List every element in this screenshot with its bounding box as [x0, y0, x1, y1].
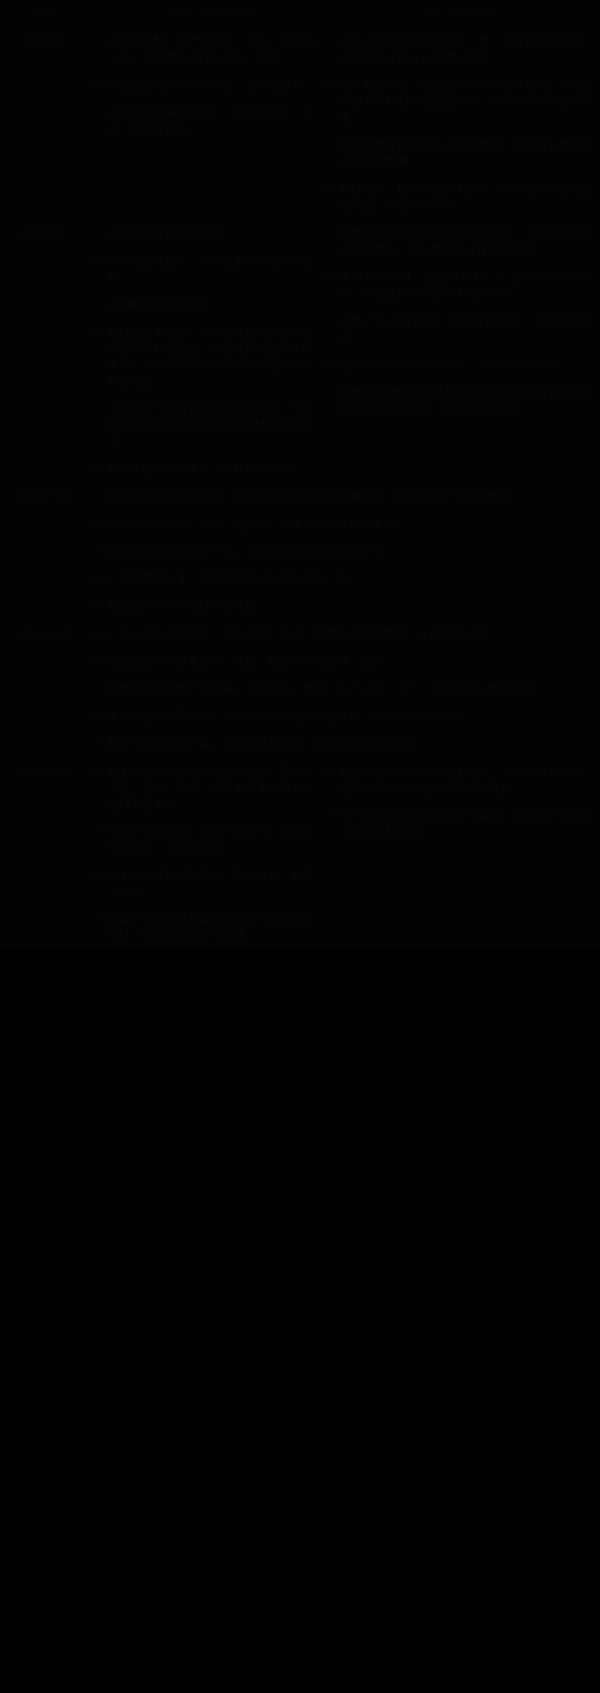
bullet-list: [94, 226, 314, 477]
list-item: ▷ 表面耐污染性能良好；: [94, 297, 314, 313]
table-row: [0, 28, 600, 220]
table-row: [0, 759, 600, 951]
list-item: ▷ 板面平整度偏差不大于规定数值，对角线长度差不应大于2.0mm；: [326, 138, 594, 171]
table-row: [0, 220, 600, 483]
row-label: 性能要求: [0, 220, 88, 483]
bullet-list: [326, 765, 594, 841]
list-item: ▷ 隐蔽工程应在隐蔽前完成验收并留存影像资料，做好记录后方可隐蔽。: [94, 912, 314, 945]
list-item: ▷ 储存环境应通风干燥，远离热源和火源，且避免日光长期直射。: [94, 736, 594, 752]
table-header-row: [0, 0, 600, 28]
row-cell-standard-a: [88, 220, 320, 483]
row-cell-standard-b: [320, 220, 600, 483]
row-cell-merged: [88, 621, 600, 759]
list-item: ▷ 基层材料应干燥、洁净、无油污，含水率应符合规定要求；: [94, 517, 594, 533]
list-item: ▷ 燃烧性能等级应不低于设计规定等级。: [94, 461, 314, 477]
list-item: ▷ 同批产品应具有出厂检验合格证明，并附质量报告；: [326, 314, 594, 347]
list-item: ▷ 含水率应符合标准要求；: [94, 226, 314, 242]
header-cell-item: 项目: [0, 0, 88, 28]
header-cell-standard-a: 《公子》GB-2008: [88, 0, 320, 28]
list-item: ▷ 板材强度和硬度、抗冲击性能与耐磨性应符合国家标准要求，并满足相关使用工况条件；在潮湿环境下使用的产品还应具有防霉性能；: [94, 325, 314, 390]
list-item: ▷ 外观应平整、无严重划伤、裂纹、翘曲和气泡；边角整齐不得有缺损、崩角；: [94, 34, 314, 67]
list-item: ▷ 运输过程中应避免挤压、碰撞，装卸时严禁抛掷、拖拉；: [94, 654, 594, 670]
list-item: ▷ 施工单位应编制专项施工方案，并经审批后实施；进场材料应按规定进行验收和复验；: [326, 765, 594, 798]
row-label: 包装与运输: [0, 621, 88, 759]
list-item: ▷ 胶粘剂应采用环保型产品，其粘结强度应满足使用要求；: [94, 544, 594, 560]
list-item: ▷ 施工前应对基层进行检查和处理，基层应平整、坚实、干净，满足施工要求后方可进行下道工序；: [94, 765, 314, 814]
list-item: ▷ 材料的燃烧性能等级及有害物质限量应符合工程所在地现行规范要求，且满足防火要求。: [326, 385, 594, 418]
row-label: 施工与验收: [0, 759, 88, 951]
list-item: ▷ 所选用的原材料应有出厂质量合格证明及性能检测报告，并满足设计文件的规定；: [94, 489, 594, 505]
bullet-list: [94, 489, 594, 615]
list-item: ▷ 同批产品表面色泽应基本一致，允许有轻微色差；外观缺陷应符合有关规定要求；: [326, 34, 594, 67]
header-cell-standard-b: 工厂 ※2-2008: [320, 0, 600, 28]
bullet-list: [94, 34, 314, 138]
row-cell-merged: [88, 483, 600, 621]
list-item: ▷ 包装箱外应标明产品名称、规格型号、数量、生产日期、生产厂家及执行标准等内容；: [94, 682, 594, 698]
row-label: 外观要求: [0, 28, 88, 220]
row-cell-standard-a: [88, 28, 320, 220]
list-item: ▷ 竣工验收时应提供质量合格证明、检测报告及施工记录等完整资料。: [326, 808, 594, 841]
list-item: ▷ 产品包装应牢固完好，具有防潮、防雨、防撞击等保护措施，标识清晰可辨；: [94, 627, 594, 643]
list-item: ▷ 配套辅料应与主体材料相匹配。: [94, 599, 594, 615]
list-item: ▷ 不含有对人体有害的挥发性有机物，甲醛释放量应符合室内装饰装修材料限量要求；: [94, 401, 314, 450]
list-item: ▷ 每块板的长度、宽度偏差应符合设计要求，厚度允许偏差应控制在规定范围内，且不影响安装使用效果；: [326, 78, 594, 127]
list-item: ▷ 尺寸稳定性良好，经干湿循环后无明显变形；: [94, 254, 314, 287]
list-item: ▷ 表面涂层应附着牢固，不得有脱落、起皮、鼓泡等缺陷。: [94, 105, 314, 138]
table-row: [0, 621, 600, 759]
list-item: ▷ 产品表面色泽应均匀一致，无明显色差；: [94, 78, 314, 94]
list-item: ▷ 堆放场地应平整干燥，堆放高度不得超过规定层数，并采取防倾倒措施；: [94, 709, 594, 725]
bullet-list: [94, 627, 594, 753]
bullet-list: [94, 765, 314, 945]
list-item: ▷ 产品的规格尺寸、厚度及颜色应与设计图纸一致；: [94, 571, 594, 587]
table-row: [0, 483, 600, 621]
table-body: [0, 28, 600, 950]
list-item: ▷ 按照国家现行标准或行业标准要求，进行相应的物理力学性能、耐久性能及环保性能检测；: [326, 226, 594, 259]
table-header: [0, 0, 600, 28]
list-item: ▷ 安装应牢固可靠，接缝平直均匀，表面洁净无污染、无明显色差；: [94, 824, 314, 857]
row-cell-standard-b: [320, 28, 600, 220]
bullet-list: [326, 34, 594, 214]
list-item: ▷ 完工后应进行成品保护，防止碰撞、划伤与污染；: [94, 868, 314, 901]
list-item: ▷ 采用与本项目一致的原材料、工艺制作同规格试件，其性能指标不得低于设计要求；: [326, 270, 594, 303]
bullet-list: [326, 226, 594, 417]
list-item: ▷ 进场前应按批次抽样复验，合格后方可使用；: [326, 357, 594, 373]
row-cell-standard-b: [320, 759, 600, 951]
row-label: 材料与规格: [0, 483, 88, 621]
list-item: ▷ 板材边部、棱角应完整无缺损，切割面应平直光滑无崩边，且无明显毛刺。: [326, 182, 594, 215]
row-cell-standard-a: [88, 759, 320, 951]
